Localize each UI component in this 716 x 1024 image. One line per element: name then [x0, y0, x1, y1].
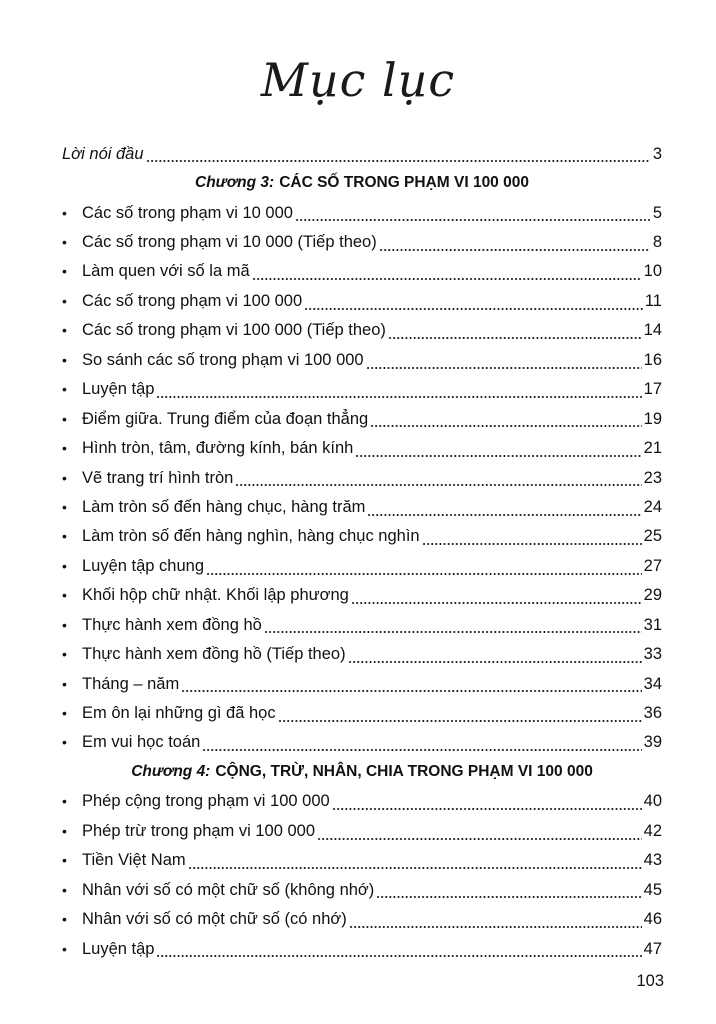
bullet-icon: • — [62, 881, 67, 898]
toc-entry-label: Luyện tập chung — [82, 556, 205, 575]
bullet-icon: • — [62, 911, 67, 928]
toc-entry-label: Thực hành xem đồng hồ — [82, 615, 262, 634]
dot-leader — [317, 838, 642, 840]
bullet-icon: • — [62, 734, 67, 751]
toc-entry[interactable] — [62, 198, 662, 227]
dot-leader — [348, 661, 642, 663]
toc-entry-page: 14 — [643, 321, 662, 340]
toc-entry-label: Làm tròn số đến hàng chục, hàng trăm — [82, 497, 366, 516]
toc-entry-label: Phép cộng trong phạm vi 100 000 — [82, 792, 330, 811]
bullet-icon: • — [62, 322, 67, 339]
toc-entry-page: 42 — [643, 821, 662, 840]
dot-leader — [188, 867, 642, 869]
dot-leader — [252, 278, 642, 280]
page-number: 103 — [636, 972, 664, 990]
bullet-icon: • — [62, 646, 67, 663]
bullet-icon: • — [62, 616, 67, 633]
dot-leader — [146, 160, 650, 162]
bullet-icon: • — [62, 705, 67, 722]
toc-entry[interactable] — [62, 463, 662, 492]
toc-entry-label: Làm quen với số la mã — [82, 262, 250, 281]
toc-entry-page: 16 — [643, 350, 662, 369]
toc-entry-label: Luyện tập — [82, 939, 155, 958]
toc-entry-label: Khối hộp chữ nhật. Khối lập phương — [82, 586, 349, 605]
dot-leader — [351, 602, 642, 604]
toc-entry-page: 23 — [643, 468, 662, 487]
toc-entry-page: 24 — [643, 497, 662, 516]
toc-entry[interactable] — [62, 375, 662, 404]
toc-entry-page: 3 — [652, 144, 662, 163]
toc-entry-page: 27 — [643, 556, 662, 575]
toc-entry-page: 25 — [643, 527, 662, 546]
toc-entry-label: Nhân với số có một chữ số (có nhớ) — [82, 910, 347, 929]
bullet-icon: • — [62, 675, 67, 692]
toc-entry-label: Lời nói đầu — [62, 144, 144, 163]
bullet-icon: • — [62, 351, 67, 368]
toc-entry[interactable] — [62, 551, 662, 580]
dot-leader — [264, 631, 642, 633]
toc-entry[interactable] — [62, 433, 662, 462]
toc-entry[interactable] — [62, 227, 662, 256]
dot-leader — [349, 926, 642, 928]
toc-entry-label: So sánh các số trong phạm vi 100 000 — [82, 350, 364, 369]
toc-entry-label: Các số trong phạm vi 10 000 (Tiếp theo) — [82, 233, 377, 252]
toc-entry[interactable] — [62, 492, 662, 521]
toc-entry[interactable] — [62, 581, 662, 610]
toc-entry[interactable] — [62, 669, 662, 698]
bullet-icon: • — [62, 940, 67, 957]
bullet-icon: • — [62, 587, 67, 604]
dot-leader — [304, 308, 643, 310]
dot-leader — [379, 249, 650, 251]
toc-entry-page: 33 — [643, 645, 662, 664]
dot-leader — [370, 425, 641, 427]
bullet-icon: • — [62, 381, 67, 398]
toc-entry-label: Em vui học toán — [82, 733, 201, 752]
dot-leader — [278, 720, 642, 722]
bullet-icon: • — [62, 822, 67, 839]
toc-entry-label: Phép trừ trong phạm vi 100 000 — [82, 821, 316, 840]
toc-entry[interactable] — [62, 934, 662, 963]
bullet-icon: • — [62, 234, 67, 251]
toc-entry[interactable] — [62, 846, 662, 875]
toc-entry-page: 45 — [643, 880, 662, 899]
chapter-prefix: Chương 3: — [195, 174, 275, 192]
toc-entry[interactable] — [62, 286, 662, 315]
toc-entry-page: 10 — [643, 262, 662, 281]
toc-entry[interactable] — [62, 316, 662, 345]
toc-entry[interactable] — [62, 522, 662, 551]
dot-leader — [332, 808, 642, 810]
toc-entry-page: 40 — [643, 792, 662, 811]
toc-entry-page: 36 — [643, 704, 662, 723]
toc-entry-page: 21 — [643, 439, 662, 458]
toc-entry[interactable] — [62, 816, 662, 845]
bullet-icon: • — [62, 469, 67, 486]
toc-entry-page: 11 — [644, 291, 662, 310]
toc-entry[interactable] — [62, 875, 662, 904]
toc-entry[interactable] — [62, 610, 662, 639]
toc-entry-page: 47 — [643, 939, 662, 958]
toc-entry-label: Luyện tập — [82, 380, 155, 399]
bullet-icon: • — [62, 793, 67, 810]
toc-entry-label: Hình tròn, tâm, đường kính, bán kính — [82, 439, 354, 458]
toc-entry-page: 43 — [643, 851, 662, 870]
toc-entry-page: 29 — [643, 586, 662, 605]
dot-leader — [202, 749, 641, 751]
toc-entry-label: Vẽ trang trí hình tròn — [82, 468, 234, 487]
bullet-icon: • — [62, 557, 67, 574]
bullet-icon: • — [62, 528, 67, 545]
toc-entry[interactable] — [62, 345, 662, 374]
dot-leader — [388, 337, 642, 339]
page-title: Mục lục — [260, 53, 456, 107]
bullet-icon: • — [62, 204, 67, 221]
toc-entry-label: Tiền Việt Nam — [82, 851, 186, 870]
toc-entry[interactable] — [62, 257, 662, 286]
chapter-prefix: Chương 4: — [131, 762, 211, 780]
bullet-icon: • — [62, 410, 67, 427]
bullet-icon: • — [62, 498, 67, 515]
chapter-title: CÁC SỐ TRONG PHẠM VI 100 000 — [279, 174, 529, 192]
toc-entry-label: Làm tròn số đến hàng nghìn, hàng chục nghìn — [82, 527, 420, 546]
dot-leader — [181, 690, 641, 692]
bullet-icon: • — [62, 263, 67, 280]
toc-entry-label: Em ôn lại những gì đã học — [82, 704, 276, 723]
toc-entry-page: 31 — [643, 615, 662, 634]
table-of-contents — [62, 139, 662, 963]
chapter-heading — [62, 168, 662, 197]
dot-leader — [422, 543, 642, 545]
dot-leader — [366, 367, 642, 369]
toc-entry-page: 34 — [643, 674, 662, 693]
chapter-title: CỘNG, TRỪ, NHÂN, CHIA TRONG PHẠM VI 100 000 — [215, 762, 593, 780]
toc-entry-label: Điểm giữa. Trung điểm của đoạn thẳng — [82, 409, 369, 428]
toc-entry-page: 5 — [652, 203, 662, 222]
dot-leader — [295, 219, 650, 221]
toc-entry[interactable] — [62, 904, 662, 933]
toc-entry[interactable] — [62, 139, 662, 168]
dot-leader — [235, 484, 641, 486]
toc-entry[interactable] — [62, 787, 662, 816]
toc-entry-page: 17 — [643, 380, 662, 399]
dot-leader — [156, 955, 641, 957]
toc-entry-label: Nhân với số có một chữ số (không nhớ) — [82, 880, 375, 899]
toc-entry-label: Tháng – năm — [82, 674, 180, 693]
dot-leader — [376, 896, 641, 898]
toc-entry[interactable] — [62, 404, 662, 433]
toc-entry-label: Thực hành xem đồng hồ (Tiếp theo) — [82, 645, 346, 664]
toc-entry-page: 8 — [652, 233, 662, 252]
toc-entry-page: 19 — [643, 409, 662, 428]
toc-entry-page: 46 — [643, 910, 662, 929]
dot-leader — [355, 455, 641, 457]
dot-leader — [367, 514, 641, 516]
bullet-icon: • — [62, 292, 67, 309]
dot-leader — [156, 396, 641, 398]
toc-entry-page: 39 — [643, 733, 662, 752]
toc-entry-label: Các số trong phạm vi 100 000 — [82, 291, 303, 310]
bullet-icon: • — [62, 852, 67, 869]
toc-entry-label: Các số trong phạm vi 10 000 — [82, 203, 293, 222]
toc-entry-label: Các số trong phạm vi 100 000 (Tiếp theo) — [82, 321, 386, 340]
dot-leader — [206, 573, 642, 575]
chapter-heading — [62, 757, 662, 786]
bullet-icon: • — [62, 440, 67, 457]
toc-entry[interactable] — [62, 698, 662, 727]
toc-entry[interactable] — [62, 639, 662, 668]
toc-entry[interactable] — [62, 728, 662, 757]
